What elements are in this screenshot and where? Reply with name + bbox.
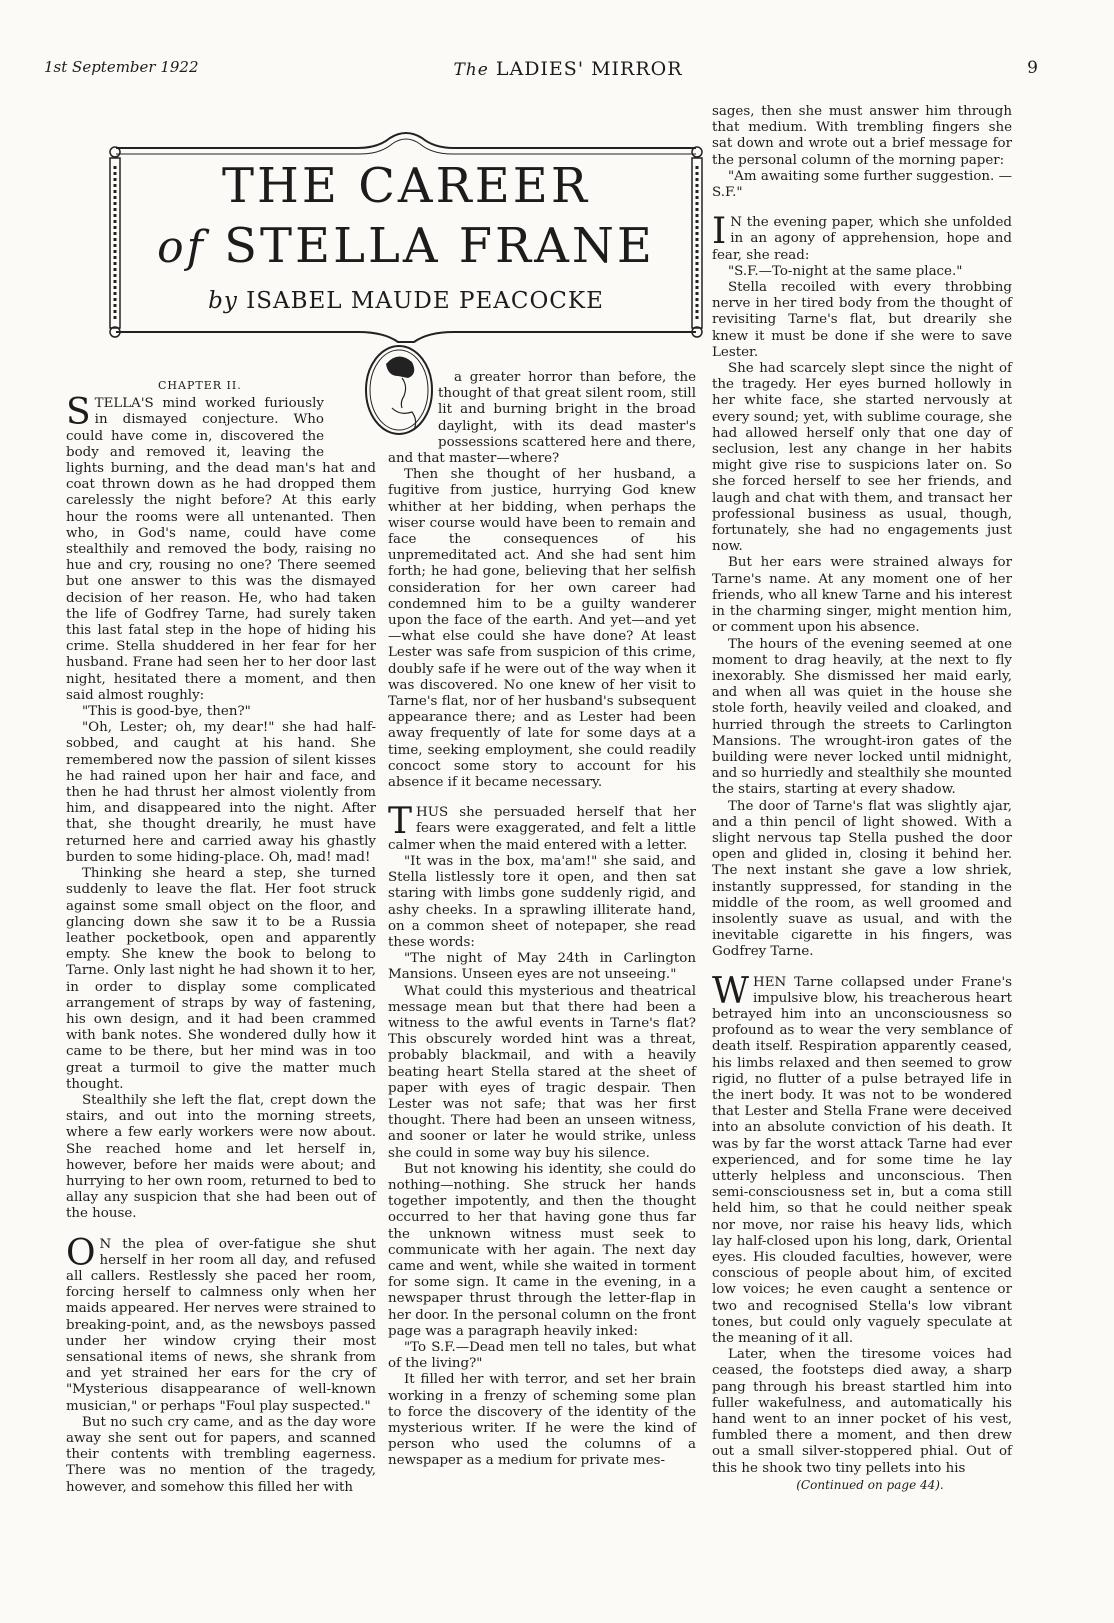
paragraph: But her ears were strained always for Tarne's name. At any moment one of her friends, who all knew Tarne and his interest in the charming singer, might mention him, or comment upon his absence.: [712, 555, 1012, 636]
drop-cap: W: [712, 970, 750, 1012]
continued-note: (Continued on page 44).: [796, 1477, 944, 1492]
title-line-2: [108, 218, 704, 274]
paragraph: "Am awaiting some further suggestion. —S.F.": [712, 168, 1012, 201]
paragraph: But not knowing his identity, she could do nothing—nothing. She struck her hands together impotently, and then the thought occurred to her that having gone thus far the unknown witness must seek to communicate with her again. The next day came and went, while she waited in torment for some sign. It came in the evening, in a newspaper thrust through the letter-flap in her door. In the personal column on the front page was a paragraph heavily inked:: [388, 1161, 696, 1339]
column-2: [388, 370, 696, 1470]
title-of: of: [157, 222, 206, 273]
title-frame: [108, 126, 704, 346]
byline-by: by: [208, 288, 238, 314]
paragraph: But no such cry came, and as the day wore away she sent out for papers, and scanned their contents with trembling eagerness. There was no mention of the tragedy, however, and somehow this filled her with: [66, 1414, 376, 1495]
paragraph: It filled her with terror, and set her brain working in a frenzy of scheming some plan to force the discovery of the identity of the mysterious writer. If he were the kind of person who used the columns of a newspaper as a medium for private mes-: [388, 1372, 696, 1469]
paragraph: "This is good-bye, then?": [82, 704, 251, 720]
paragraph: STELLA'S mind worked furiously in dismayed conjecture. Who could have come in, discovered the body and removed it, leaving the lights burning, and the dead man's hat and coat thrown down as he had dropped them carelessly the night before? At this early hour the rooms were all untenanted. Then who, in God's name, could have come stealthily and removed the body, raising no hue and cry, rousing no one? There seemed but one answer to this was the dismayed decision of her reason. He, who had taken the life of Godfrey Tarne, had surely taken this last fatal step in the hope of hiding his crime. Stella shuddered in her fear for her husband. Frane had seen her to her door last night, hesitated there a moment, and then said almost roughly:: [66, 392, 376, 703]
paragraph: She had scarcely slept since the night of the tragedy. Her eyes burned hollowly in her white face, she started nervously at every sound; yet, with sublime courage, she had allowed herself only that one day of seclusion, lest any change in her habits might give rise to suspicions later on. So she forced herself to see her friends, and laugh and chat with them, and transact her professional business as usual, though, fortunately, she had no engagements just now.: [712, 361, 1012, 555]
chapter-heading: CHAPTER II.: [158, 379, 242, 392]
paragraph: Stella recoiled with every throbbing nerve in her tired body from the thought of revisiting Tarne's flat, but drearily she knew it must be done if she were to save Lester.: [712, 280, 1012, 360]
drop-cap: S: [66, 392, 91, 434]
paragraph: "Oh, Lester; oh, my dear!" she had half-sobbed, and caught at his hand. She remembered now the passion of silent kisses he had rained upon her hair and face, and then he had thrust her almost violently from him, and disappeared into the night. After that, she thought drearily, he must have returned here and carried away his ghastly burden to some hiding-place. Oh, mad! mad!: [66, 720, 376, 865]
paragraph: "S.F.—To-night at the same place.": [728, 263, 963, 279]
paragraph: The hours of the evening seemed at one moment to drag heavily, at the next to fly inexorably. She dismissed her maid early, and when all was quiet in the house she stole forth, heavily veiled and cloaked, and hurried through the streets to Carlington Mansions. The wrought-iron gates of the building were never locked until midnight, and so hurriedly and stealthily she mounted the stairs, starting at every shadow.: [712, 636, 1012, 798]
author-name: ISABEL MAUDE PEACOCKE: [246, 288, 604, 314]
paragraph: What could this mysterious and theatrical message mean but that there had been a witness to the awful events in Tarne's flat? This obscurely worded hint was a threat, probably blackmail, and with a heavily beating heart Stella stared at the sheet of paper with eyes of tragic despair. Then Lester was not safe; that was her first thought. There had been an unseen witness, and sooner or later he would strike, unless she could in some way buy his silence.: [388, 983, 696, 1161]
paragraph: O N the plea of over-fatigue she shut herself in her room all day, and refused all callers. Restlessly she paced her room, forcing herself to calmness only when her maids appeared. Her nerves were strained to breaking-point, and, as the newsboys passed under her window crying their most sensational items of news, she shrank from and yet strained her ears for the cry of "Mysterious disappearance of well-known musician," or perhaps "Foul play suspected.": [66, 1232, 376, 1414]
magazine-the: The: [453, 60, 489, 80]
column-1: [66, 378, 376, 1496]
paragraph: Thinking she heard a step, she turned suddenly to leave the flat. Her foot struck against some small object on the floor, and glancing down she saw it to be a Russia leather pocketbook, open and apparently empty. She knew the book to belong to Tarne. Only last night he had shown it to her, in order to display some complicated arrangement of straps by way of fastening, his own design, and it had been crammed with bank notes. She wondered dully how it came to be there, but her mind was in too great a turmoil to give the matter much thought.: [66, 866, 376, 1092]
magazine-title: [448, 58, 688, 80]
title-name: STELLA FRANE: [224, 218, 655, 274]
paragraph: WHEN Tarne collapsed under Frane's impulsive blow, his treacherous heart betrayed him into an unconsciousness so profound as to wear the very semblance of death itself. Respiration apparently ceased, his limbs relaxed and then seemed to grow rigid, no flutter of a pulse betrayed life in the inert body. It was not to be wondered that Lester and Stella Frane were deceived into an absolute conviction of his death. It was by far the worst attack Tarne had ever experienced, and for some time he lay utterly helpless and unconscious. Then semi-consciousness set in, but a coma still held him, so that he could neither speak nor move, nor raise his heavy lids, which lay half-closed upon his long, dark, Oriental eyes. His clouded faculties, however, were conscious of people about him, of excited low voices; he even caught a sentence or two and recognised Stella's low vibrant tones, but could only vaguely speculate at the meaning of it all.: [712, 970, 1012, 1347]
drop-cap: I: [712, 211, 727, 253]
paragraph: Stealthily she left the flat, crept down the stairs, and out into the morning streets, where a few early workers were now about. She reached home and let herself in, however, before her maids were about; and hurrying to her own room, returned to bed to allay any suspicion that she had been out of the house.: [66, 1092, 376, 1222]
paragraph: "The night of May 24th in Carlington Mansions. Unseen eyes are not unseeing.": [388, 951, 696, 983]
paragraph: a greater horror than before, the thought of that great silent room, still lit and burning bright in the broad daylight, with its dead master's possessions scattered here and there, and that master—where?: [388, 370, 696, 467]
paragraph: THUS she persuaded herself that her fears were exaggerated, and felt a little calmer when the maid entered with a letter.: [388, 801, 696, 853]
paragraph: The door of Tarne's flat was slightly ajar, and a thin pencil of light showed. With a slight nervous tap Stella pushed the door open and glided in, closing it behind her. The next instant she gave a low shriek, instantly suppressed, for standing in the middle of the room, as well groomed and insolently suave as usual, and with the inevitable cigarette in his fingers, was Godfrey Tarne.: [712, 798, 1012, 960]
paragraph: Later, when the tiresome voices had ceased, the footsteps died away, a sharp pang through his breast startled him into fuller wakefulness, and automatically his hand went to an inner pocket of his vest, fumbled there a moment, and then drew out a small silver-stoppered phial. Out of this he shook two tiny pellets into his: [712, 1347, 1012, 1476]
paragraph: I N the evening paper, which she unfolded in an agony of apprehension, hope and fear, she read:: [712, 211, 1012, 263]
byline: [108, 288, 704, 314]
issue-date: 1st September 1922: [44, 58, 199, 76]
paragraph: "It was in the box, ma'am!" she said, and Stella listlessly tore it open, and then sat staring with limbs gone suddenly rigid, and ashy cheeks. In a sprawling illiterate hand, on a common sheet of notepaper, she read these words:: [388, 853, 696, 950]
magazine-name: LADIES' MIRROR: [495, 58, 683, 80]
drop-cap: O: [66, 1232, 96, 1274]
column-3: [712, 104, 1012, 1493]
title-line-1: THE CAREER: [222, 158, 590, 214]
paragraph: sages, then she must answer him through that medium. With trembling fingers she sat down and wrote out a brief message for the personal column of the morning paper:: [712, 104, 1012, 168]
paragraph: Then she thought of her husband, a fugitive from justice, hurrying God knew whither at her bidding, when perhaps the wiser course would have been to remain and face the consequences of his unpremeditated act. And she had sent him forth; he had gone, believing that her selfish consideration for her own career had condemned him to be a guilty wanderer upon the face of the earth. And yet—and yet—what else could she have done? At least Lester was safe from suspicion of this crime, doubly safe if he were out of the way when it was discovered. No one knew of her visit to Tarne's flat, nor of her husband's subsequent appearance there; and as Lester had been away frequently of late for some days at a time, seeking employment, she could readily concoct some story to account for his absence if it became necessary.: [388, 467, 696, 791]
drop-cap: T: [388, 801, 413, 843]
page-number: 9: [1027, 58, 1038, 78]
paragraph: "To S.F.—Dead men tell no tales, but what of the living?": [388, 1339, 696, 1372]
